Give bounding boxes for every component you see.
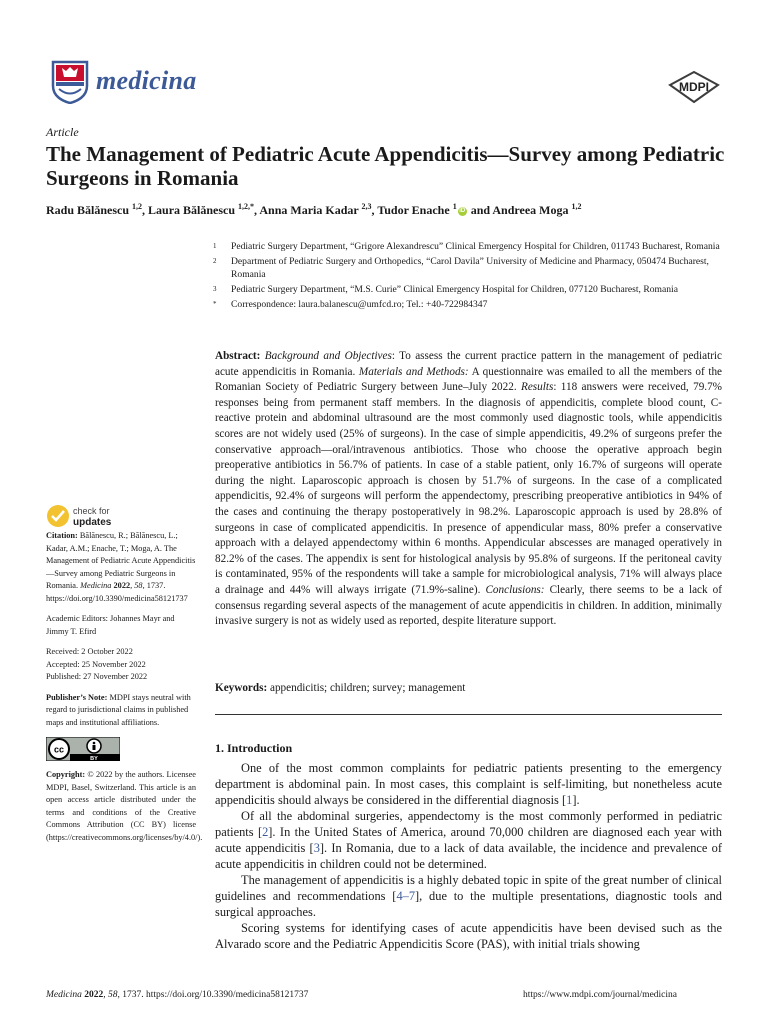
citation-link[interactable]: 2 (262, 825, 269, 839)
affiliation-number: 3 (213, 285, 217, 293)
footer-year: 2022 (81, 990, 104, 1000)
medicina-logo-icon (50, 60, 90, 104)
author-name: Anna Maria Kadar (259, 203, 362, 217)
abstract-methods-label: Materials and Methods: (358, 365, 469, 378)
paragraph (215, 760, 722, 808)
paragraph-text: The management of appendicitis is a highly debated topic in spite of the great number of clinical guidelines and recommendations [ (215, 873, 722, 903)
dates (46, 646, 196, 684)
academic-editors: Academic Editors: Johannes Mayr and Jimmy T. Efird (46, 614, 175, 636)
affiliation-text[interactable]: Correspondence: laura.balanescu@umfcd.ro; Tel.: +40-722984347 (231, 299, 488, 310)
introduction-body (215, 760, 722, 952)
copyright-notice (46, 769, 203, 844)
paragraph-text: ]. In the United States of America, around 70,000 children are diagnosed each year with acute appendicitis [ (215, 825, 723, 855)
citation-text: Bălănescu, R.; Bălănescu, L.; Kadar, A.M.; Enache, T.; Moga, A. The Management of Pediatric Acute Appendicitis—Survey among Pediatric Surgeons in Romania. (46, 531, 196, 590)
cc-by-label: BY (90, 756, 98, 761)
author-separator: , (254, 203, 260, 217)
section-divider (215, 714, 722, 715)
journal-name: medicina (96, 66, 197, 95)
note-text: MDPI stays neutral with regard to jurisdictional claims in published maps and institutional affiliations. (46, 692, 191, 727)
abstract-bg-label: Background and Objectives (264, 350, 392, 362)
footer-journal: Medicina (46, 990, 82, 1000)
affiliation-number: * (213, 300, 217, 308)
author-name: Laura Bălănescu (148, 203, 239, 217)
citation-journal: Medicina (80, 581, 112, 590)
updates-label: updates (73, 517, 112, 528)
citation-block (46, 530, 196, 605)
abstract-bg: : To assess the current practice pattern in the management of pediatric acute appendicitis in Romania. (215, 350, 722, 378)
footer-citation (46, 990, 308, 1000)
note-label: Publisher’s Note: (46, 692, 108, 702)
abstract-methods: A questionnaire was emailed to all the members of the Romanian Society of Pediatric Surgery between June–July 2022. (215, 365, 723, 394)
citation-link[interactable]: 3 (313, 841, 320, 855)
section-heading-introduction: 1. Introduction (215, 741, 293, 755)
keywords (215, 682, 722, 694)
author-affiliation-marker: 1,2,* (238, 202, 255, 211)
citation-label: Citation: (46, 531, 78, 540)
paragraph (215, 872, 722, 920)
check-for-updates-icon[interactable] (46, 503, 156, 529)
mdpi-logo-icon (666, 70, 722, 104)
affiliation-item (213, 298, 723, 311)
affiliation-text: Pediatric Surgery Department, “Grigore Alexandrescu” Clinical Emergency Hospital for Children, 011743 Bucharest, Romania (231, 241, 720, 252)
affiliation-text: Pediatric Surgery Department, “M.S. Curie” Clinical Emergency Hospital for Children, 077120 Bucharest, Romania (231, 284, 678, 295)
paragraph-text: Of all the abdominal surgeries, appendectomy is the most commonly performed in pediatric patients [ (215, 809, 722, 839)
abstract-label: Abstract: (215, 350, 261, 362)
published-date: Published: 27 November 2022 (46, 672, 148, 681)
article-title: The Management of Pediatric Acute Appendicitis—Survey among Pediatric Surgeons in Romania (46, 142, 725, 190)
author-affiliation-marker: 2,3 (361, 202, 372, 211)
publisher-name: MDPI (679, 80, 709, 94)
author-name: Radu Bălănescu (46, 203, 133, 217)
citation-year: 2022 (111, 581, 131, 590)
received-date: Received: 2 October 2022 (46, 647, 133, 656)
orcid-icon[interactable]: iD (459, 208, 466, 214)
affiliation-text: Department of Pediatric Surgery and Orthopedics, “Carol Davila” University of Medicine and Pharmacy, 050474 Bucharest, Romania (231, 256, 709, 280)
svg-text:cc: cc (53, 744, 65, 755)
author-affiliation-marker: 1 (452, 202, 457, 211)
citation-doi: , 1737. https://doi.org/10.3390/medicina58121737 (46, 581, 188, 603)
citation-volume: , 58 (130, 581, 143, 590)
copyright-label: Copyright: (46, 770, 86, 779)
author-separator: , (371, 203, 378, 217)
paragraph-text: One of the most common complaints for pediatric patients presenting to the emergency department is abdominal pain. In most cases, this complaint is self-limiting, but nonetheless acute appendicitis should always be considered in the differential diagnosis [ (215, 761, 722, 807)
abstract-conclusions: Clearly, there seems to be a lack of consensus regarding several aspects of the management of acute appendicitis in children. In addition, minimally invasive surgery is not as widely used as reported, despite literature support. (215, 583, 722, 628)
affiliations (213, 240, 723, 313)
cc-by-license-icon[interactable] (46, 737, 120, 761)
paragraph: Scoring systems for identifying cases of acute appendicitis have been devised such as the Alvarado score and the Pediatric Appendicitis Score (PAS), with initial trials showing (215, 921, 722, 951)
affiliation-item (213, 240, 723, 253)
citation-link[interactable]: 4–7 (396, 889, 416, 903)
footer-volume: , 58 (103, 990, 118, 1000)
affiliation-item (213, 255, 723, 281)
author-name: Tudor Enache (377, 203, 453, 217)
author-separator: , (142, 203, 149, 217)
affiliation-item (213, 283, 723, 296)
keywords-text: appendicitis; children; survey; management (267, 682, 466, 694)
check-for-label: check for (73, 506, 110, 516)
footer-journal-url[interactable]: https://www.mdpi.com/journal/medicina (523, 990, 677, 1000)
abstract-results-label: Results (521, 381, 554, 394)
paragraph-text: ]. (572, 793, 580, 807)
abstract-conclusions-label: Conclusions: (485, 583, 545, 596)
paragraph-text: ], due to the multiple presentations, diagnostic tools and surgical approaches. (215, 889, 722, 919)
author-name: Andreea Moga (492, 203, 572, 217)
keywords-label: Keywords: (215, 682, 268, 694)
author-affiliation-marker: 1,2 (571, 202, 582, 211)
footer-doi: , 1737. https://doi.org/10.3390/medicina58121737 (117, 990, 309, 1000)
article-type: Article (46, 125, 79, 139)
sidebar (46, 530, 203, 852)
abstract-results: : 118 answers were received, 79.7% responses being from permanent staff members. In the diagnosis of appendicitis, complete blood count, C-reactive protein and abdominal ultrasound are the most commonly used diagnostic tools, while appendicitis scores are not widely used (25% of surgeons). In the case of simple appendicitis, 49.2% of surgeons prefer the conservative approach—oral/intravenous antibiotics. Those who choose the operative approach begin preoperative antibiotics in 56.7% of patients. In case of a stable patient, only 16.7% of surgeons will operate during the night. Laparoscopic approach is chosen by 51.7% of surgeons. In the case of a complicated appendicitis, 92.4% of surgeons will perform the appendectomy, prescribing preoperative antibiotics in 94% of the cases and continuing the therapy postoperatively in 98.2%. Laparoscopic approach is used by 28.8% of surgeons in case of complicated appendicitis. In presence of appendicular mass, 80% prefer a conservative approach with a delayed appendectomy within 6 months. Appendicular abscesses are managed operatively in 82.2% of the cases. The appendix is sent for histological analysis by 95.8% of surgeons. If the peritoneal cavity is contaminated, 95% of the respondents will take a sample for microbiological analysis, 71% will always place a drainage and 44% will always irrigate (71.9%-saline). (215, 381, 722, 596)
author-affiliation-marker: 1,2 (132, 202, 143, 211)
author-separator: and (467, 203, 493, 217)
affiliation-number: 1 (213, 242, 217, 250)
citation-link[interactable]: 1 (566, 793, 573, 807)
affiliation-number: 2 (213, 257, 217, 265)
copyright-text: © 2022 by the authors. Licensee MDPI, Basel, Switzerland. This article is an open access article distributed under the terms and conditions of the Creative Commons Attribution (CC BY) license (https://creativecommons.org/licenses/by/4.0/). (46, 770, 203, 842)
abstract (215, 349, 722, 630)
paragraph-text: ]. In Romania, due to a lack of data available, the incidence and prevalence of acute appendicitis in children could not be determined. (215, 841, 722, 871)
accepted-date: Accepted: 25 November 2022 (46, 659, 146, 669)
paragraph (215, 808, 722, 872)
publishers-note (46, 692, 196, 730)
author-list (46, 202, 581, 218)
